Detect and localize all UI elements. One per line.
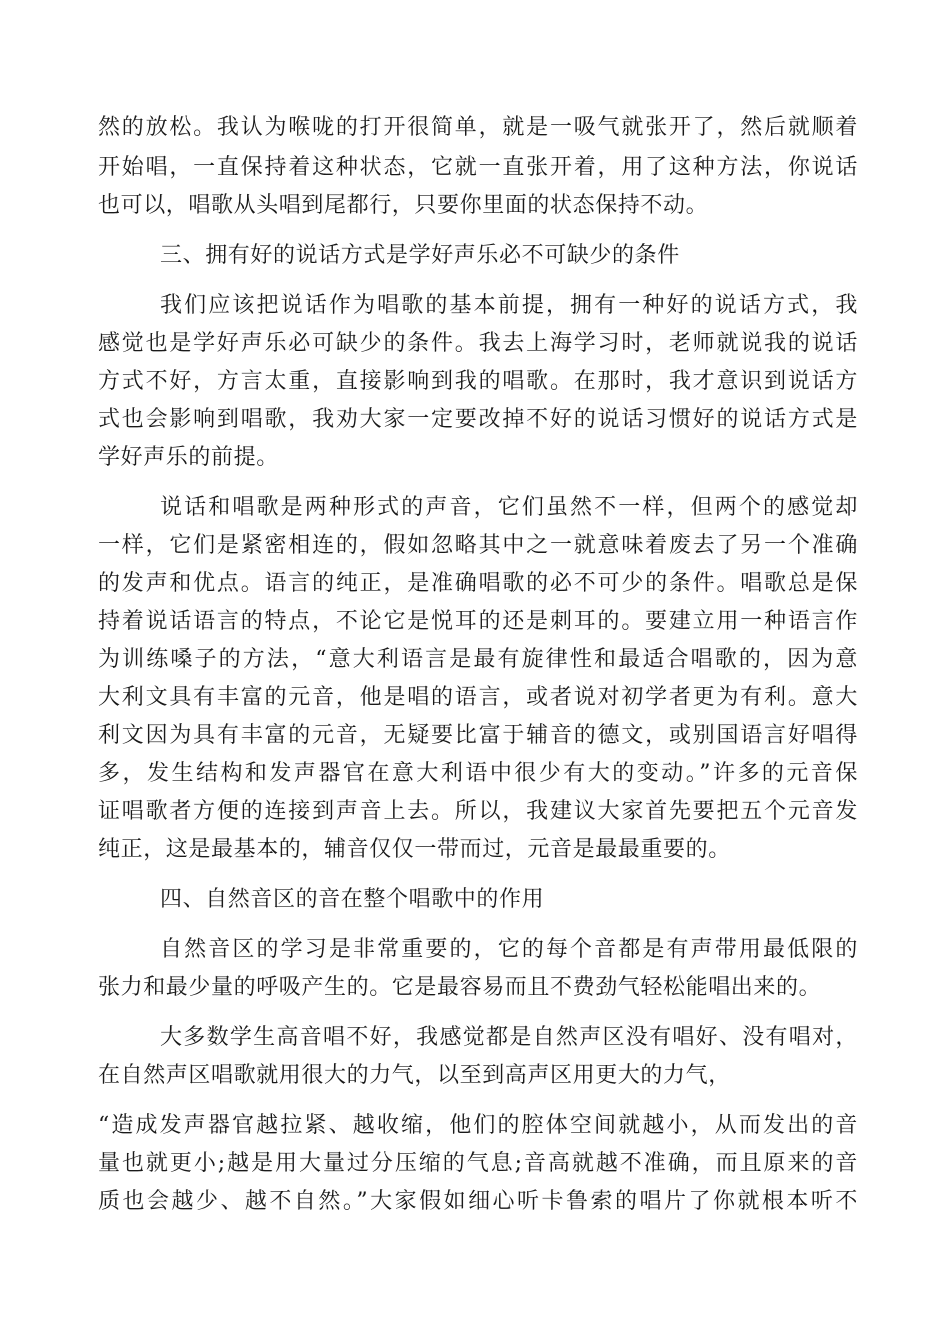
- text-line: 开始唱，一直保持着这种状态，它就一直张开着，用了这种方法，你说话: [98, 155, 858, 180]
- text-line: 式也会影响到唱歌，我劝大家一定要改掉不好的说话习惯好的说话方式是: [98, 407, 858, 432]
- text-line: 说话和唱歌是两种形式的声音，它们虽然不一样，但两个的感觉却: [160, 495, 858, 520]
- text-line: 感觉也是学好声乐必可缺少的条件。我去上海学习时，老师就说我的说话: [98, 331, 858, 356]
- text-line: 证唱歌者方便的连接到声音上去。所以，我建议大家首先要把五个元音发: [98, 799, 858, 824]
- section-heading-4: 四、自然音区的音在整个唱歌中的作用: [160, 887, 545, 912]
- text-line: 纯正，这是最基本的，辅音仅仅一带而过，元音是最最重要的。: [98, 837, 731, 862]
- text-line: 利文因为具有丰富的元音，无疑要比富于辅音的德文，或别国语言好唱得: [98, 723, 858, 748]
- text-line: 质也会越少、越不自然。”大家假如细心听卡鲁索的唱片了你就根本听不: [98, 1189, 858, 1214]
- text-line: 在自然声区唱歌就用很大的力气，以至到高声区用更大的力气，: [98, 1063, 731, 1088]
- text-line: 多，发生结构和发声器官在意大利语中很少有大的变动。”许多的元音保: [98, 761, 858, 786]
- text-line: 学好声乐的前提。: [98, 445, 279, 470]
- text-line: 的发声和优点。语言的纯正，是准确唱歌的必不可少的条件。唱歌总是保: [98, 571, 858, 596]
- text-line: 方式不好，方言太重，直接影响到我的唱歌。在那时，我才意识到说话方: [98, 369, 858, 394]
- text-line: 大利文具有丰富的元音，他是唱的语言，或者说对初学者更为有利。意大: [98, 685, 858, 710]
- text-line: 我们应该把说话作为唱歌的基本前提，拥有一种好的说话方式，我: [160, 293, 858, 318]
- text-line: 大多数学生高音唱不好，我感觉都是自然声区没有唱好、没有唱对，: [160, 1025, 858, 1050]
- text-line: 量也就更小;越是用大量过分压缩的气息;音高就越不准确，而且原来的音: [98, 1151, 858, 1176]
- text-line: 自然音区的学习是非常重要的，它的每个音都是有声带用最低限的: [160, 937, 858, 962]
- text-line: 张力和最少量的呼吸产生的。它是最容易而且不费劲气轻松能唱出来的。: [98, 975, 822, 1000]
- text-line: 然的放松。我认为喉咙的打开很简单，就是一吸气就张开了，然后就顺着: [98, 115, 858, 140]
- text-line: 为训练嗓子的方法，“意大利语言是最有旋律性和最适合唱歌的，因为意: [98, 647, 858, 672]
- text-line: 也可以，唱歌从头唱到尾都行，只要你里面的状态保持不动。: [98, 193, 709, 218]
- section-heading-3: 三、拥有好的说话方式是学好声乐必不可缺少的条件: [160, 243, 680, 268]
- text-line: 一样，它们是紧密相连的，假如忽略其中之一就意味着废去了另一个准确: [98, 533, 858, 558]
- text-line: “造成发声器官越拉紧、越收缩，他们的腔体空间就越小，从而发出的音: [98, 1113, 858, 1138]
- text-line: 持着说话语言的特点，不论它是悦耳的还是刺耳的。要建立用一种语言作: [98, 609, 858, 634]
